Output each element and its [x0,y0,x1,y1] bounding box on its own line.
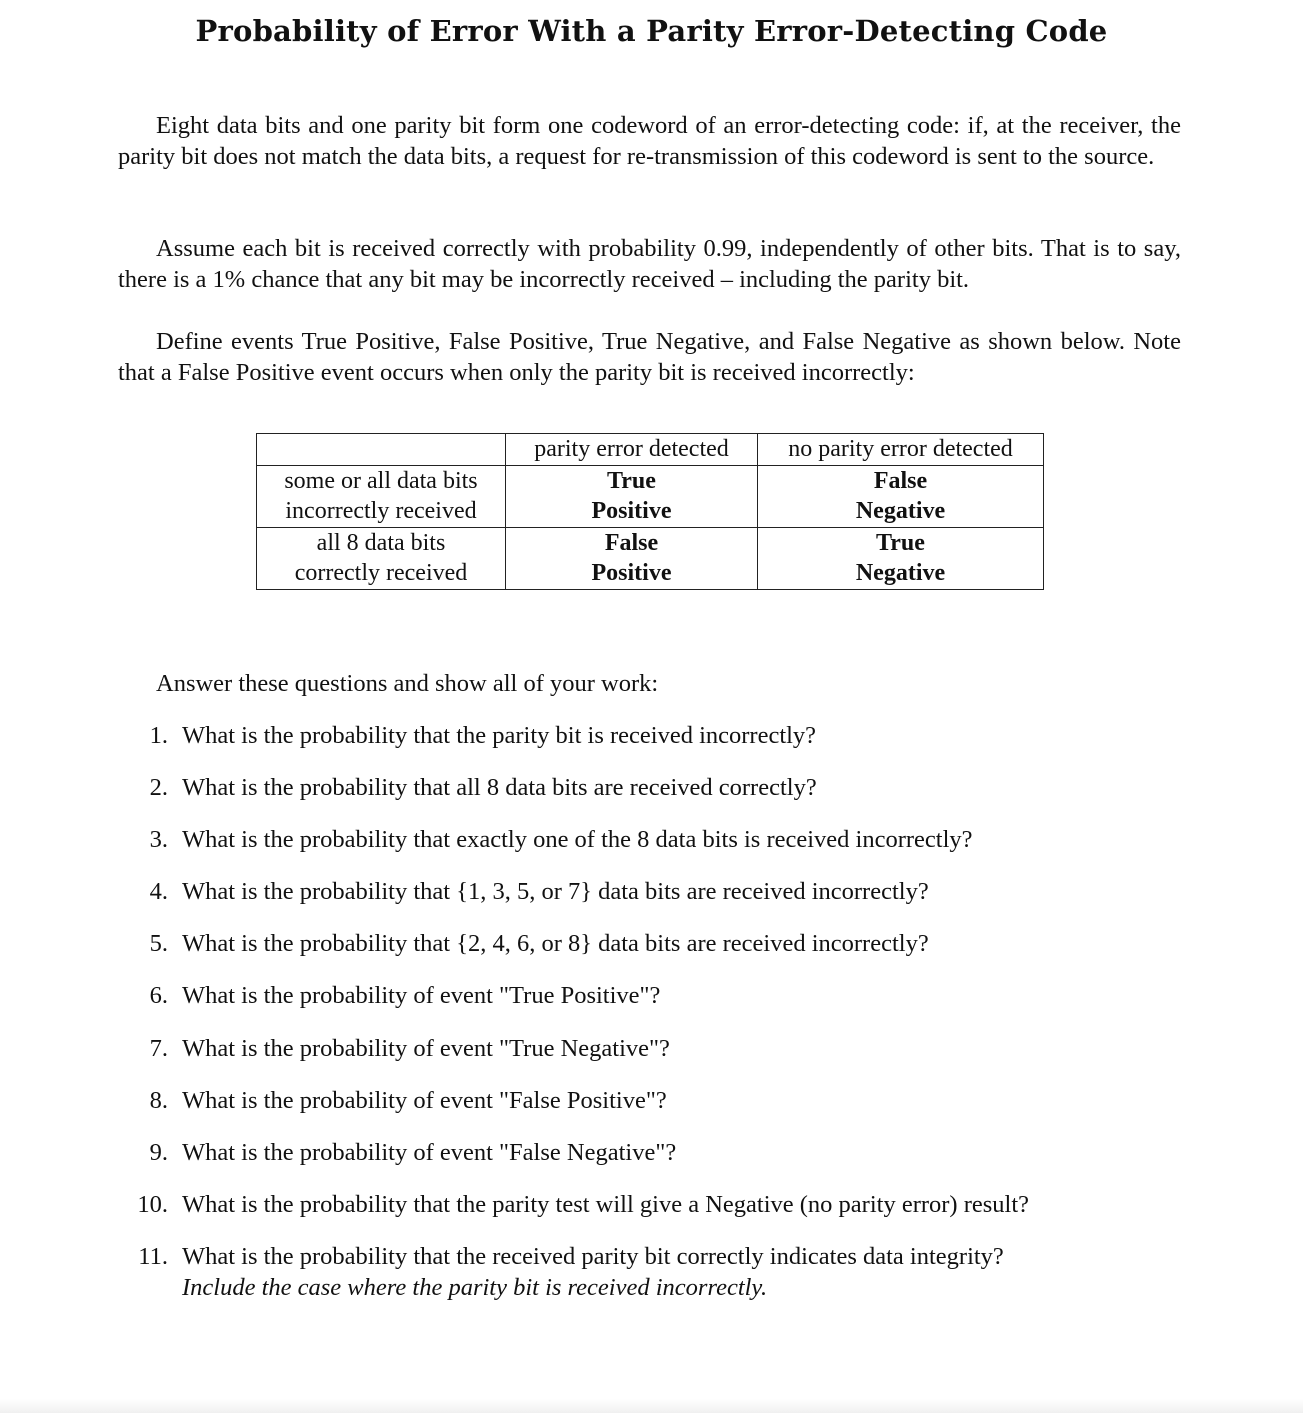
question-item [0,876,1303,928]
table-row [257,465,1044,527]
row-label-line: all 8 data bits [316,529,446,556]
question-item [0,980,1303,1032]
question-item [0,1189,1303,1241]
cell-true-positive [506,465,758,527]
cell-line: False [873,467,928,494]
col-header-parity-error-detected: parity error detected [506,434,758,466]
cell-true-negative [758,527,1044,589]
question-text: What is the probability of event "True Negative"? [182,1034,670,1062]
cell-line: False [604,529,659,556]
row-label-line: some or all data bits [284,467,478,494]
cell-line: True [876,529,925,556]
page-bottom-shadow [0,1399,1303,1413]
question-number: 11. [138,1242,168,1270]
question-number: 10. [137,1190,168,1218]
event-definition-table [256,433,1044,590]
table-corner-cell [257,434,506,466]
question-text: What is the probability that exactly one of the 8 data bits is received incorrectly? [182,826,973,854]
question-item [0,1085,1303,1137]
cell-line: Positive [591,498,672,524]
question-number: 3. [149,826,168,854]
cell-line: Positive [591,560,672,586]
question-number: 8. [149,1086,168,1114]
table-row [257,527,1044,589]
question-text: What is the probability that the parity bit is received incorrectly? [182,722,817,749]
question-text: What is the probability of event "False Positive"? [182,1086,667,1114]
question-note: Include the case where the parity bit is received incorrectly. [182,1273,768,1301]
row-label-data-bits-correct [257,527,506,589]
question-number: 1. [149,722,168,749]
question-text: What is the probability that {2, 4, 6, or 8} data bits are received incorrectly? [182,930,929,958]
table-header-row [257,434,1044,466]
question-item [0,928,1303,980]
question-text: What is the probability that the received parity bit correctly indicates data integrity? [182,1242,1004,1270]
question-item [0,720,1303,772]
question-text: What is the probability that the parity test will give a Negative (no parity error) result? [182,1190,1030,1218]
question-item [0,1241,1303,1301]
row-label-line: incorrectly received [285,498,477,524]
page-title: Probability of Error With a Parity Error-Detecting Code [195,14,1108,48]
paragraph-definitions: Define events True Positive, False Positive, True Negative, and False Negative as shown below. Note that a False Positive event occurs when only the parity bit is received incorrectly: [118,328,1181,386]
question-text-with-note [182,1241,1182,1303]
question-number: 4. [149,878,168,906]
paragraph-codeword: Eight data bits and one parity bit form one codeword of an error-detecting code: if, at the receiver, the parity bit does not match the data bits, a request for re-transmission of this codeword is sent to the source. [118,112,1181,170]
question-number: 6. [149,982,168,1010]
question-text: What is the probability that {1, 3, 5, or 7} data bits are received incorrectly? [182,878,929,906]
question-item [0,1033,1303,1085]
cell-false-positive [506,527,758,589]
cell-line: Negative [855,560,946,586]
paragraph-assumption: Assume each bit is received correctly with probability 0.99, independently of other bits. That is to say, there is a 1% chance that any bit may be incorrectly received – including the parity bit. [118,235,1181,293]
row-label-line: correctly received [294,560,468,586]
cell-line: Negative [855,498,946,524]
col-header-no-parity-error-detected: no parity error detected [758,434,1044,466]
cell-false-negative [758,465,1044,527]
row-label-data-bits-incorrect [257,465,506,527]
question-number: 5. [149,930,168,958]
question-item [0,824,1303,876]
question-number: 9. [149,1138,168,1166]
question-list [0,720,1303,1301]
cell-line: True [607,467,656,494]
question-number: 7. [149,1034,168,1062]
question-number: 2. [149,774,168,802]
questions-intro: Answer these questions and show all of your work: [156,670,659,697]
question-text: What is the probability of event "True Positive"? [182,982,661,1010]
question-item [0,772,1303,824]
question-text: What is the probability of event "False Negative"? [182,1138,677,1166]
question-text: What is the probability that all 8 data bits are received correctly? [182,774,817,802]
question-item [0,1137,1303,1189]
